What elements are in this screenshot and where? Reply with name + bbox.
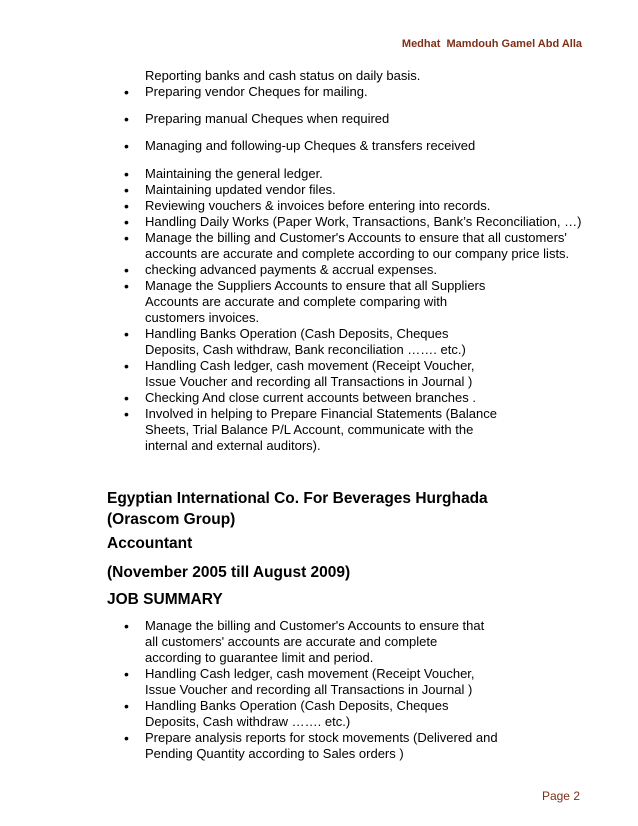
list-item: • Handling Cash ledger, cash movement (Receipt Voucher, Issue Voucher and recording all Transactions in Journal ) [0, 666, 638, 698]
list-item: • Preparing manual Cheques when required [0, 111, 638, 127]
page-number: Page 2 [541, 789, 580, 803]
company-heading: Egyptian International Co. For Beverages Hurghada (Orascom Group) [107, 490, 488, 528]
list-item: • Handling Banks Operation (Cash Deposits, Cheques Deposits, Cash withdraw, Bank reconciliation ……. etc.) [0, 326, 638, 358]
continuation-line: Reporting banks and cash status on daily basis. [145, 68, 421, 83]
list-item: • Handling Daily Works (Paper Work, Transactions, Bank’s Reconciliation, …) [0, 214, 638, 230]
job-summary-heading: JOB SUMMARY [107, 591, 223, 608]
bullet-list-job-summary [0, 618, 638, 762]
list-item: • Manage the billing and Customer's Accounts to ensure that all customers' accounts are accurate and complete according to guarantee limit and period. [0, 618, 638, 666]
job-title-heading: Accountant [107, 535, 193, 552]
list-item: • Maintaining updated vendor files. [0, 182, 638, 198]
list-item: • Manage the Suppliers Accounts to ensure that all Suppliers Accounts are accurate and complete comparing with customers invoices. [0, 278, 638, 326]
bullet-list-duties [0, 166, 638, 454]
page-header-author: Medhat Mamdouh Gamel Abd Alla [401, 38, 582, 50]
list-item: • Handling Banks Operation (Cash Deposits, Cheques Deposits, Cash withdraw ……. etc.) [0, 698, 638, 730]
list-item: • Handling Cash ledger, cash movement (Receipt Voucher, Issue Voucher and recording all Transactions in Journal ) [0, 358, 638, 390]
list-item: • Maintaining the general ledger. [0, 166, 638, 182]
bullet-list-cheques [0, 84, 638, 165]
list-item: • Manage the billing and Customer's Accounts to ensure that all customers' accounts are accurate and complete according to our company price lists. [0, 230, 638, 262]
list-item: • Preparing vendor Cheques for mailing. [0, 84, 638, 100]
list-item: • Checking And close current accounts between branches . [0, 390, 638, 406]
list-item: • Reviewing vouchers & invoices before entering into records. [0, 198, 638, 214]
list-item: • Prepare analysis reports for stock movements (Delivered and Pending Quantity according to Sales orders ) [0, 730, 638, 762]
job-period-heading: (November 2005 till August 2009) [107, 564, 351, 581]
list-item: • Managing and following-up Cheques & transfers received [0, 138, 638, 154]
list-item: • Involved in helping to Prepare Financial Statements (Balance Sheets, Trial Balance P/L Account, communicate with the internal and external auditors). [0, 406, 638, 454]
list-item: • checking advanced payments & accrual expenses. [0, 262, 638, 278]
